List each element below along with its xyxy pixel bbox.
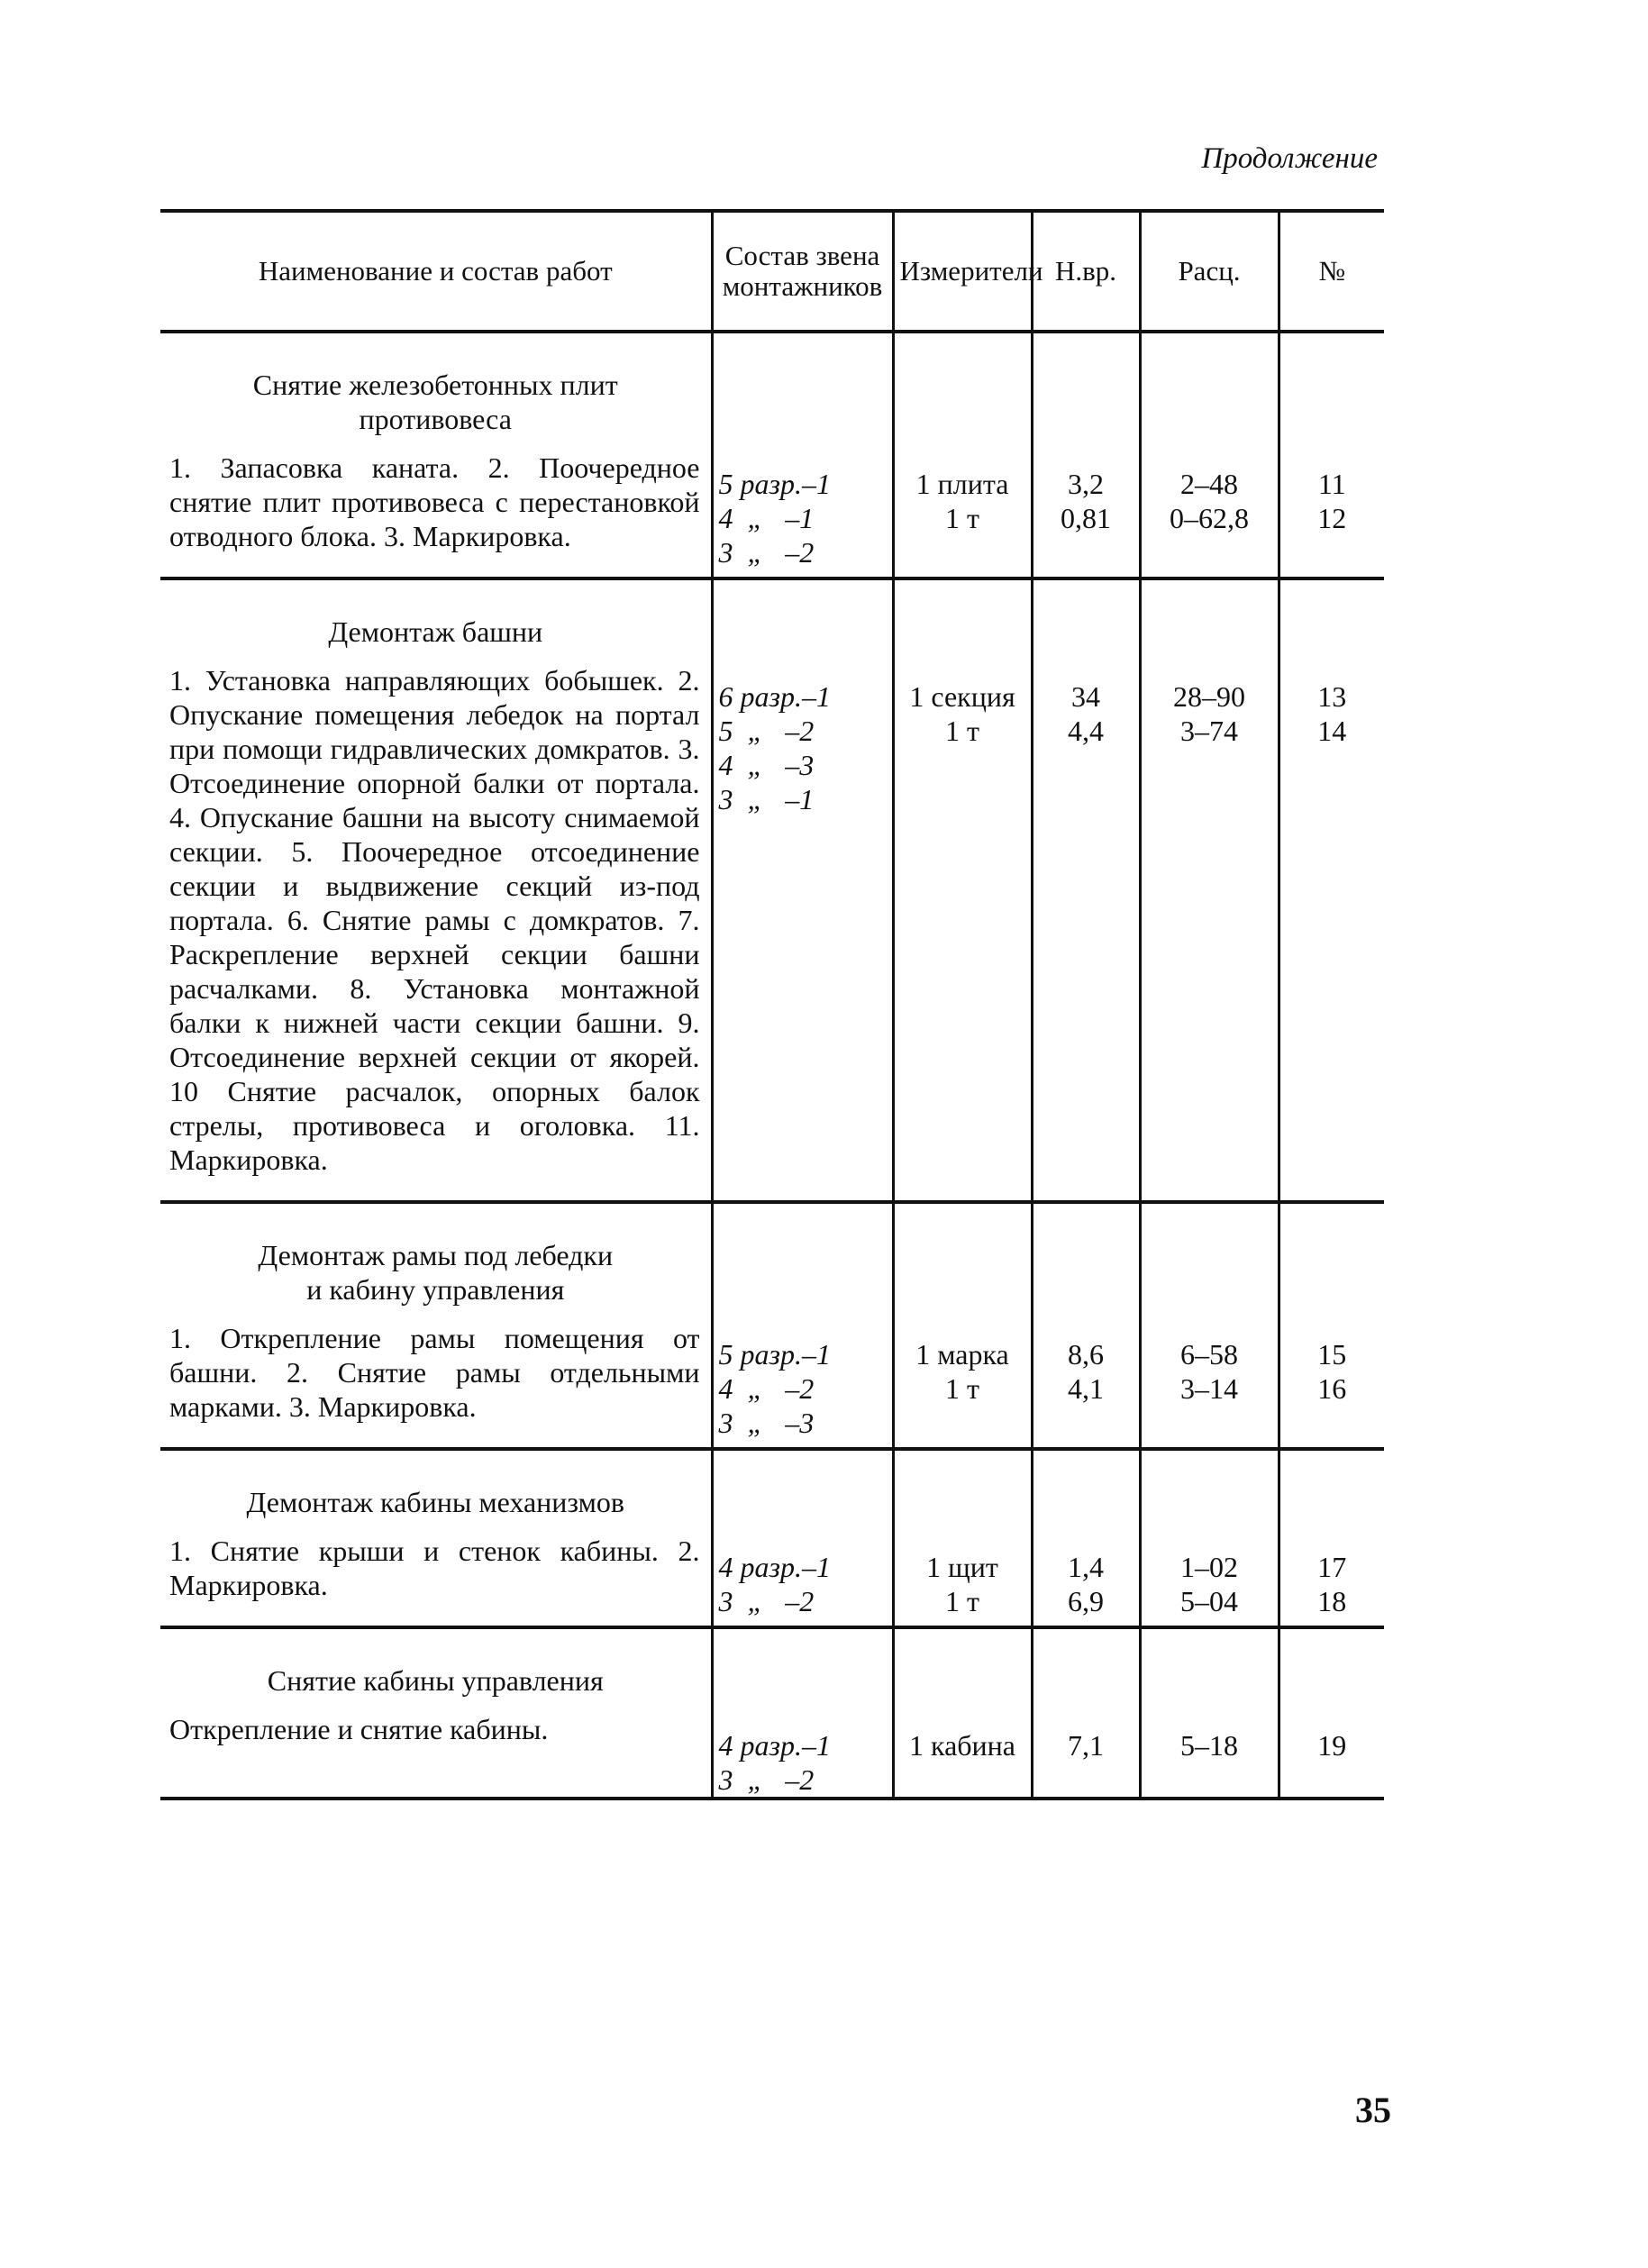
time-norm-value: 34 [1071, 680, 1100, 713]
crew-cell [712, 1202, 893, 1449]
section-description: 1. Установка направляющих бобышек. 2. Опускание помещения лебедок на портал при помощи гидравлических домкратов. 3. Отсоединение опорной балки от портала. 4. Опускание башни на высоту снимаемой секции. 5. Поочередное отсоединение секции и выдвижение секций из-под портала. 6. Снятие рамы с домкратов. 7. Раскрепление верхней секции башни расчалками. 8. Установка монтажной балки к нижней части секции башни. 9. Отсоединение верхней секции от якорей. 10 Снятие расчалок, опорных балок стрелы, противовеса и оголовка. 11. Маркировка. [169, 664, 700, 1176]
rate-value: 5–04 [1180, 1585, 1238, 1617]
rate-value: 1–02 [1180, 1551, 1238, 1583]
rate-value: 0–62,8 [1170, 502, 1249, 534]
units-cell [893, 1449, 1032, 1627]
crew-value: 5 разр.–1 [718, 1338, 831, 1371]
number-value: 15 [1317, 1338, 1347, 1371]
crew-value: 5 „ –2 [718, 715, 815, 747]
crew-value: 3 „ –2 [718, 1585, 815, 1617]
units-cell [893, 332, 1032, 578]
section-title: Демонтаж башни [328, 615, 543, 648]
rate-value: 3–14 [1180, 1372, 1238, 1405]
time-norm-value: 7,1 [1068, 1729, 1104, 1762]
table-row [160, 1627, 1384, 1799]
work-name-cell [160, 1202, 712, 1449]
crew-cell [712, 1627, 893, 1799]
crew-cell [712, 578, 893, 1202]
rate-value: 5–18 [1180, 1729, 1238, 1762]
number-cell [1279, 1449, 1384, 1627]
table-header-row [160, 211, 1384, 332]
units-value: 1 т [945, 1585, 979, 1617]
number-value: 16 [1317, 1372, 1347, 1405]
section-description: 1. Открепление рамы помещения от башни. 2. Снятие рамы отдельными марками. 3. Маркировка. [169, 1322, 700, 1423]
work-name-cell [160, 578, 712, 1202]
crew-value: 5 разр.–1 [718, 468, 831, 500]
section-description: 1. Запасовка каната. 2. Поочередное снятие плит противовеса с перестановкой отводного блока. 3. Маркировка. [169, 451, 700, 552]
units-value: 1 т [945, 1372, 979, 1405]
work-name-cell [160, 1627, 712, 1799]
units-cell [893, 1202, 1032, 1449]
rate-value: 28–90 [1173, 680, 1245, 713]
time-norm-cell [1032, 1449, 1140, 1627]
crew-value: 3 „ –2 [718, 536, 815, 569]
number-cell [1279, 1627, 1384, 1799]
time-norm-value: 6,9 [1068, 1585, 1104, 1617]
rate-cell [1140, 332, 1279, 578]
section-description: 1. Снятие крыши и стенок кабины. 2. Маркировка. [169, 1535, 700, 1601]
units-cell [893, 578, 1032, 1202]
number-value: 17 [1317, 1551, 1347, 1583]
crew-value: 3 „ –2 [718, 1763, 815, 1796]
number-value: 13 [1317, 680, 1347, 713]
time-norm-cell [1032, 1202, 1140, 1449]
time-norm-cell [1032, 332, 1140, 578]
number-value: 12 [1317, 502, 1347, 534]
section-title: Снятие кабины управления [267, 1664, 604, 1697]
rate-cell [1140, 1202, 1279, 1449]
time-norm-cell [1032, 1627, 1140, 1799]
number-value: 19 [1317, 1729, 1347, 1762]
page-number: 35 [1355, 2090, 1391, 2130]
crew-value: 4 „ –2 [718, 1372, 815, 1405]
units-value: 1 т [945, 715, 979, 747]
section-description: Открепление и снятие кабины. [169, 1713, 549, 1745]
header-name: Наименование и состав работ [160, 211, 712, 332]
header-number: № [1279, 211, 1384, 332]
header-crew: Состав звена монтажников [712, 211, 893, 332]
number-cell [1279, 332, 1384, 578]
time-norm-value: 1,4 [1068, 1551, 1104, 1583]
units-value: 1 марка [915, 1338, 1009, 1371]
crew-value: 4 „ –1 [718, 502, 815, 534]
number-cell [1279, 578, 1384, 1202]
crew-value: 4 разр.–1 [718, 1551, 831, 1583]
time-norm-cell [1032, 578, 1140, 1202]
section-title: Демонтаж рамы под лебедки и кабину управления [258, 1239, 614, 1306]
header-rate: Расц. [1140, 211, 1279, 332]
time-norm-value: 3,2 [1068, 468, 1104, 500]
time-norm-value: 8,6 [1068, 1338, 1104, 1371]
time-norm-value: 0,81 [1061, 502, 1111, 534]
crew-value: 4 разр.–1 [718, 1729, 831, 1762]
norms-table [160, 209, 1384, 1800]
work-name-cell [160, 1449, 712, 1627]
rate-value: 2–48 [1180, 468, 1238, 500]
crew-value: 3 „ –3 [718, 1407, 815, 1439]
section-title: Демонтаж кабины механизмов [246, 1486, 624, 1518]
work-name-cell [160, 332, 712, 578]
rate-cell [1140, 1449, 1279, 1627]
table-row [160, 1449, 1384, 1627]
crew-cell [712, 1449, 893, 1627]
table-row [160, 578, 1384, 1202]
table-row [160, 1202, 1384, 1449]
continued-label: Продолжение [1201, 142, 1378, 175]
rate-cell [1140, 1627, 1279, 1799]
rate-cell [1140, 578, 1279, 1202]
units-value: 1 секция [909, 680, 1015, 713]
number-value: 14 [1317, 715, 1347, 747]
number-cell [1279, 1202, 1384, 1449]
crew-value: 4 „ –3 [718, 749, 815, 781]
rate-value: 3–74 [1180, 715, 1238, 747]
number-value: 18 [1317, 1585, 1347, 1617]
units-value: 1 плита [915, 468, 1009, 500]
header-time-norm: Н.вр. [1032, 211, 1140, 332]
table-row [160, 332, 1384, 578]
crew-value: 3 „ –1 [718, 783, 815, 815]
units-value: 1 щит [926, 1551, 998, 1583]
crew-value: 6 разр.–1 [718, 680, 831, 713]
number-value: 11 [1317, 468, 1346, 500]
crew-cell [712, 332, 893, 578]
units-cell [893, 1627, 1032, 1799]
rate-value: 6–58 [1180, 1338, 1238, 1371]
units-value: 1 кабина [909, 1729, 1015, 1762]
time-norm-value: 4,4 [1068, 715, 1104, 747]
header-units: Измерители [893, 211, 1032, 332]
section-title: Снятие железобетонных плит противовеса [252, 369, 618, 435]
time-norm-value: 4,1 [1068, 1372, 1104, 1405]
units-value: 1 т [945, 502, 979, 534]
